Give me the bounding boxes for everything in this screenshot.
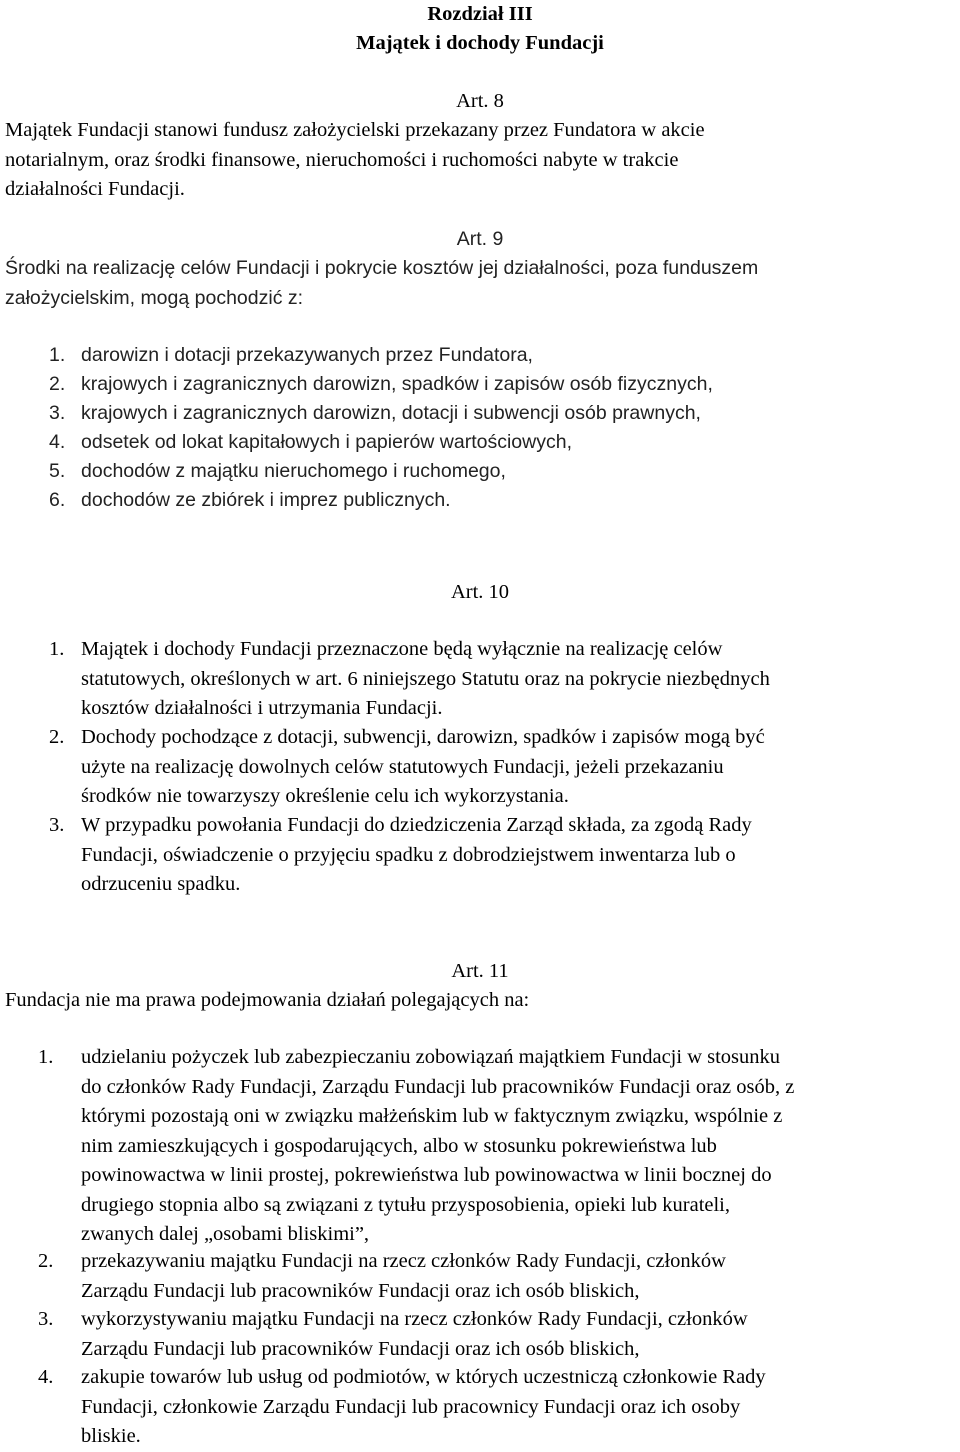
list-item-line: Fundacji, członkowie Zarządu Fundacji lub pracownicy Fundacji oraz ich osoby — [81, 1395, 741, 1418]
list-item-text: dochodów ze zbiórek i imprez publicznych. — [81, 489, 451, 511]
list-item-text — [81, 635, 770, 724]
list-item-text — [81, 811, 752, 900]
chapter-title: Rozdział III — [427, 3, 533, 25]
list-item-number: 3. — [49, 814, 65, 836]
art-11-intro-line: Fundacja nie ma prawa podejmowania działań polegających na: — [5, 989, 530, 1011]
list-item-text: krajowych i zagranicznych darowizn, spadków i zapisów osób fizycznych, — [81, 373, 713, 395]
list-item-number: 2. — [49, 373, 66, 395]
list-item-number: 2. — [49, 726, 65, 748]
list-item-text: odsetek od lokat kapitałowych i papierów wartościowych, — [81, 431, 572, 453]
list-item-line: środków nie towarzyszy określenie celu ich wykorzystania. — [81, 785, 569, 807]
list-item-number: 2. — [38, 1250, 54, 1272]
art-8-line: notarialnym, oraz środki finansowe, nieruchomości i ruchomości nabyte w trakcie — [5, 148, 679, 171]
list-item-text — [81, 1363, 766, 1452]
list-item-line: Majątek i dochody Fundacji przeznaczone będą wyłącznie na realizację celów — [81, 638, 723, 660]
art-9-intro-line: założycielskim, mogą pochodzić z: — [5, 286, 304, 309]
chapter-subtitle: Majątek i dochody Fundacji — [356, 32, 604, 54]
list-item-line: wykorzystywaniu majątku Fundacji na rzecz członków Rady Fundacji, członków — [81, 1308, 748, 1330]
art-8-body — [5, 116, 705, 205]
art-8-line: Majątek Fundacji stanowi fundusz założycielski przekazany przez Fundatora w akcie — [5, 119, 705, 141]
art-9-intro-line: Środki na realizację celów Fundacji i pokrycie kosztów jej działalności, poza funduszem — [5, 257, 759, 279]
list-item-line: udzielaniu pożyczek lub zabezpieczaniu zobowiązań majątkiem Fundacji w stosunku — [81, 1046, 781, 1068]
art-8-heading: Art. 8 — [456, 90, 504, 112]
list-item-line: nim zamieszkujących i gospodarujących, albo w stosunku pokrewieństwa lub — [81, 1134, 717, 1157]
art-10-heading: Art. 10 — [450, 581, 510, 603]
list-item-number: 1. — [49, 344, 66, 366]
list-item-line: zwanych dalej „osobami bliskimi”, — [81, 1223, 370, 1245]
art-9-heading: Art. 9 — [456, 228, 504, 250]
list-item-text — [81, 1043, 794, 1250]
list-item-line: bliskie. — [81, 1425, 141, 1447]
list-item-number: 1. — [38, 1046, 54, 1068]
list-item-line: Dochody pochodzące z dotacji, subwencji, darowizn, spadków i zapisów mogą być — [81, 726, 765, 748]
list-item-line: którymi pozostają oni w związku małżeńskim lub w faktycznym związku, wspólnie z — [81, 1105, 783, 1127]
list-item-text: dochodów z majątku nieruchomego i ruchomego, — [81, 460, 506, 482]
list-item-line: zakupie towarów lub usług od podmiotów, w których uczestniczą członkowie Rady — [81, 1366, 766, 1388]
art-11-heading: Art. 11 — [451, 960, 509, 982]
list-item-line: statutowych, określonych w art. 6 niniejszego Statutu oraz na pokrycie niezbędnych — [81, 667, 770, 690]
list-item-number: 3. — [38, 1308, 54, 1330]
list-item-text — [81, 723, 765, 812]
list-item-number: 4. — [49, 431, 66, 453]
list-item-line: kosztów działalności i utrzymania Fundacji. — [81, 697, 443, 719]
art-8-line: działalności Fundacji. — [5, 178, 185, 200]
list-item-line: przekazywaniu majątku Fundacji na rzecz członków Rady Fundacji, członków — [81, 1250, 726, 1272]
list-item-number: 6. — [49, 489, 66, 511]
list-item-line: Fundacji, oświadczenie o przyjęciu spadku z dobrodziejstwem inwentarza lub o — [81, 843, 736, 866]
list-item-line: do członków Rady Fundacji, Zarządu Fundacji lub pracowników Fundacji oraz osób, z — [81, 1075, 795, 1098]
list-item-line: Zarządu Fundacji lub pracowników Fundacji oraz ich osób bliskich, — [81, 1279, 640, 1302]
art-9-intro — [5, 254, 758, 313]
list-item-number: 1. — [49, 638, 65, 660]
list-item-text — [81, 1247, 726, 1306]
list-item-text: krajowych i zagranicznych darowizn, dotacji i subwencji osób prawnych, — [81, 402, 701, 424]
list-item-line: drugiego stopnia albo są związani z tytułu przysposobienia, opieki lub kurateli, — [81, 1193, 731, 1216]
list-item-line: W przypadku powołania Fundacji do dziedziczenia Zarząd składa, za zgodą Rady — [81, 814, 752, 836]
list-item-number: 4. — [38, 1366, 54, 1388]
list-item-number: 3. — [49, 402, 66, 424]
list-item-line: Zarządu Fundacji lub pracowników Fundacji oraz ich osób bliskich, — [81, 1337, 640, 1360]
list-item-text — [81, 1305, 748, 1364]
list-item-number: 5. — [49, 460, 66, 482]
art-11-intro — [5, 986, 529, 1016]
list-item-line: powinowactwa w linii prostej, pokrewieństwa lub powinowactwa w linii bocznej do — [81, 1164, 772, 1186]
list-item-text: darowizn i dotacji przekazywanych przez Fundatora, — [81, 344, 533, 366]
list-item-line: użyte na realizację dowolnych celów statutowych Fundacji, jeżeli przekazaniu — [81, 755, 724, 778]
list-item-line: odrzuceniu spadku. — [81, 873, 241, 895]
